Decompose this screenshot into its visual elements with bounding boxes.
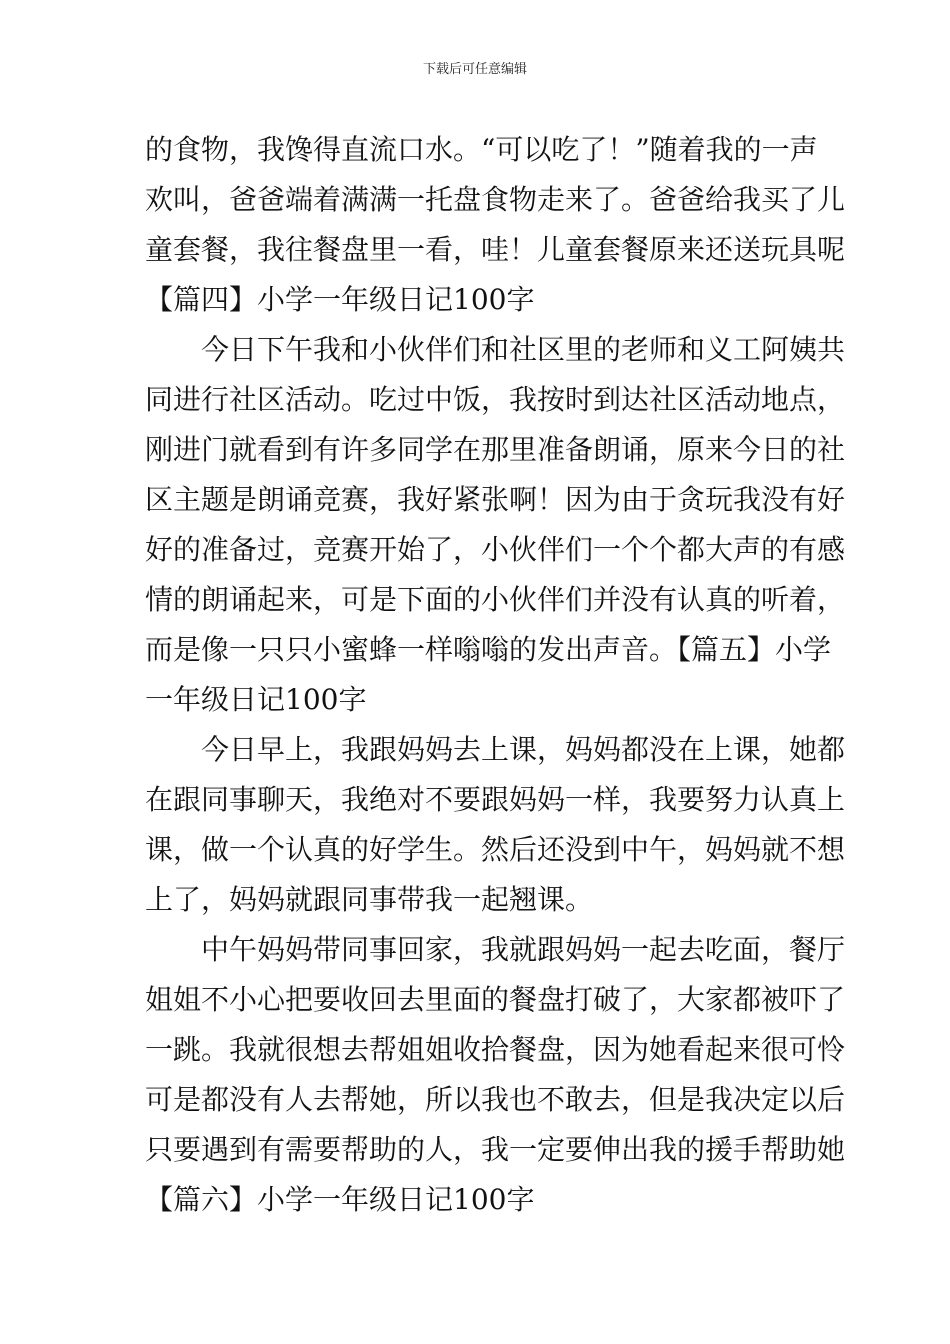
text-line: 一年级日记100字	[145, 683, 367, 716]
text-line: 童套餐，我往餐盘里一看，哇！儿童套餐原来还送玩具呢	[145, 233, 846, 266]
body-text	[145, 125, 846, 1225]
text-line: 课，做一个认真的好学生。然后还没到中午，妈妈就不想	[145, 833, 846, 866]
text-line: 的食物，我馋得直流口水。“可以吃了！”随着我的一声	[145, 133, 818, 166]
paragraph-first-line: 今日下午我和小伙伴们和社区里的老师和义工阿姨共	[201, 333, 846, 366]
text-line: 刚进门就看到有许多同学在那里准备朗诵，原来今日的社	[145, 433, 846, 466]
text-line: 【篇四】小学一年级日记100字	[145, 283, 535, 316]
text-line: 姐姐不小心把要收回去里面的餐盘打破了，大家都被吓了	[145, 983, 846, 1016]
paragraph-first-line: 今日早上，我跟妈妈去上课，妈妈都没在上课，她都	[201, 733, 846, 766]
text-line: 在跟同事聊天，我绝对不要跟妈妈一样，我要努力认真上	[145, 783, 846, 816]
text-line: 【篇六】小学一年级日记100字	[145, 1183, 535, 1216]
text-line: 一跳。我就很想去帮姐姐收拾餐盘，因为她看起来很可怜	[145, 1033, 846, 1066]
paragraph-first-line: 中午妈妈带同事回家，我就跟妈妈一起去吃面，餐厅	[201, 933, 846, 966]
page-header-note: 下载后可任意编辑	[422, 62, 527, 77]
text-line: 同进行社区活动。吃过中饭，我按时到达社区活动地点，	[145, 383, 846, 416]
text-line: 区主题是朗诵竞赛，我好紧张啊！因为由于贪玩我没有好	[145, 483, 846, 516]
text-line: 只要遇到有需要帮助的人，我一定要伸出我的援手帮助她	[145, 1133, 846, 1166]
text-line: 情的朗诵起来，可是下面的小伙伴们并没有认真的听着，	[145, 583, 846, 616]
text-line: 好的准备过，竞赛开始了，小伙伴们一个个都大声的有感	[145, 533, 846, 566]
text-line: 可是都没有人去帮她，所以我也不敢去，但是我决定以后	[145, 1083, 846, 1116]
text-line: 而是像一只只小蜜蜂一样嗡嗡的发出声音。【篇五】小学	[145, 633, 832, 666]
text-line: 上了，妈妈就跟同事带我一起翘课。	[145, 883, 594, 916]
text-line: 欢叫，爸爸端着满满一托盘食物走来了。爸爸给我买了儿	[145, 183, 846, 216]
